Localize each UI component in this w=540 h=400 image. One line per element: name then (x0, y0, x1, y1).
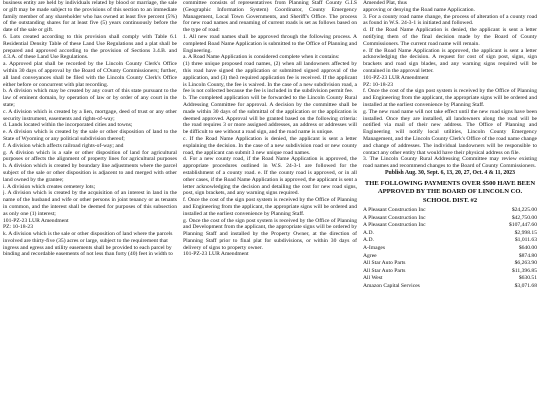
legal-notice-column-3 (363, 0, 537, 400)
paragraph: 6. Lots created according to this provision shall comply with Table 6.1 Residential Density Table of these Land Use Regulations and a plat shall be prepared and approved according to the provision of Sections 3.4.B. and 4.3.A. of these Land Use Regulations. (3, 33, 177, 61)
amendment-reference: 101-PZ-23 LUR Amendment (3, 217, 69, 224)
amount-cell: $1,011.63 (514, 237, 537, 244)
vendor-cell: A-Images (363, 244, 386, 251)
table-row (363, 283, 537, 291)
paragraph: 3. For a county road name change, the process of alteration of a county road as found in W.S. 24-3-1 is initiated and followed. (363, 13, 537, 27)
table-row (363, 275, 537, 283)
vendor-cell: All Star Auto Parts (363, 267, 406, 274)
paragraph: involved are thirty-five (35) acres or large, subject to the requirement that (3, 237, 168, 244)
paragraph: f. Once the cost of the sign post system is received by the Office of Planning and Engineering from the applicant, the appropriate signs will be ordered and installed at the earliest convenience by Planning Staff. (183, 197, 357, 217)
payments-table-body (363, 207, 537, 291)
paragraph: i. A division which creates cemetery lots; (3, 183, 96, 190)
vendor-cell: A.D. (363, 237, 374, 244)
vendor-cell: All Star Auto Parts (363, 260, 406, 267)
table-row (363, 230, 537, 238)
paragraph: 3. The Lincoln County Rural Addressing Committee may review existing road names and recommend changes to the Board of County Commissioners. (363, 156, 537, 170)
paragraph: ingress and egress and utility easements shall be provided to each parcel by (3, 244, 172, 251)
amount-cell: $24,225.00 (511, 206, 537, 213)
amount-cell: $630.51 (518, 275, 537, 282)
paragraph: b. The completed application will be forwarded to the Lincoln County Rural Addressing Committee for approval. A decision by the committee shall be made within 30 days of the submittal of the application or the application is deemed approved. Approval will be granted based on the following criteria: the road requires 3 or more assigned addresses, an address or addresses will be difficult to see without a road sign, and the road name is unique. (183, 95, 357, 136)
table-row (363, 245, 537, 253)
paragraph: k. A division which is the sale or other disposition of land where the parcels (3, 231, 173, 238)
publish-dates: Publish Aug. 30, Sept. 6, 13, 20, 27, Oct. 4 & 11, 2023 (385, 169, 515, 176)
paragraph: binding and recordable easements of not less than forty (40) feet in width to (3, 251, 173, 258)
amendment-reference: 101-PZ-23 LUR Amendment (363, 74, 429, 81)
table-row (363, 268, 537, 276)
paragraph: g. Once the cost of the sign post system is received by the Office of Planning and Development from the applicant, the appropriate signs will be ordered by Planning Staff and installed by the Property Owner, at the direction of Planning Staff prior to final plat for subdivisions, or within 30 days of delivery of signs to property owner. (183, 217, 357, 251)
paragraph: a. Approved plat shall be recorded by the Lincoln County Clerk's Office within 30 days of approval by the Board of COunty Commissioners; further, all land conveyances shall be filed with the Lincoln County Clerk's Office either before or concurrent with plat recording. (3, 61, 177, 88)
table-row (363, 215, 537, 223)
paragraph: approving or denying the Road name Application. (363, 6, 476, 13)
paragraph: d. For a new county road, if the Road Name Application is approved, the appropriate procedures outlined in W.S. 24-3-1 are followed for the establishment of a county road. e. If the county road is approved, or in all other cases, if the Road Name Application is approved, the applicant is sent a letter acknowledging the decision and detailing the cost for new road signs, post, sign brackets, and any warning signs required. (183, 156, 357, 197)
paragraph: a. A Road Name Application is considered complete when it contains: (183, 54, 340, 61)
paragraph: g. A division which is a sale or other disposition of land for agricultural purposes or affects the alignment of property lines for agricultural purposes h. A division which is created by boundary line adjustments where the parcel subject of the sale or other disposition is adjacent to and merged with other land owned by the grantee; (3, 149, 177, 183)
legal-notice-column-1 (3, 0, 177, 400)
paragraph: g. The new road name will not take effect until the new road signs have been installed. Once they are installed, all landowners along the road will be notified via mail of their new address. The Office of Planning and Engineering will notify local utilities, Lincoln County Emergency Management, and the Lincoln County Clerk's Office of the road name change and change of addresses. The individual landowners will be responsible to contact any other entity that would have their physical address on file. (363, 108, 537, 156)
table-row (363, 253, 537, 261)
paragraph: b. A division which may be created by any court of this state pursuant to the law of eminent domain, by operation of law or by order of any court in the state; (3, 88, 177, 108)
table-row (363, 222, 537, 230)
paragraph: j. A division which is created by the acquisition of an interest in land in the name of the husband and wife or other persons in joint tenancy or as tenants in common, and the interest shall be deemed for purposes of this subsection as only one (1) interest; (3, 190, 177, 217)
paragraph: business entity are held by individuals related by blood or marriage, the sale or gift may be made subject to the provisions of this section to an immediate family member of any shareholder who has owned at least five percent (5%) of the outstanding shares for at least five (5) years continuously before the date of the sale or gift. (3, 0, 177, 34)
amount-cell: $874.80 (518, 252, 537, 259)
vendor-cell: A Pleasant Construction Inc (363, 222, 426, 229)
amount-cell: $2,998.15 (514, 229, 537, 236)
vendor-cell: A Pleasant Construction Inc (363, 206, 426, 213)
paragraph: e. If the Road Name Application is approved, the applicant is sent a letter acknowledging the decision. A request for cost of sign post, signs, sign brackets and road sign blades, and any warning signs required will be contained in the approval letter. (363, 47, 537, 74)
paragraph: Amended Plat, thus (363, 0, 407, 6)
vendor-cell: A Pleasant Construction Inc (363, 214, 426, 221)
amount-cell: $6,263.90 (514, 260, 537, 267)
table-row (363, 260, 537, 268)
paragraph: d. Lands located within the incorporated cities and towns; (3, 122, 133, 129)
paragraph: e. A division which is created by the sale or other disposition of land to the State of Wyoming or any political subdivision thereof; (3, 129, 177, 142)
paragraph: 1. All new road names shall be approved through the following process. A completed Road Name Application is submitted to the Office of Planning and Engineering. (183, 33, 357, 54)
paragraph: f. A division which affects railroad rights-of-way; and (3, 142, 124, 149)
table-row (363, 207, 537, 215)
paragraph: committee consists of representatives from Planning Staff County G.I.S (Geographic Information System) Coordinator, County Emergency Management, Local Town Governments, and Sheriff's Office. The process for new road names and renaming of current roads is set as follows based on the type of road: (183, 0, 357, 34)
table-row (363, 237, 537, 245)
pz-date: PZ: 10-18-23 (363, 81, 393, 88)
paragraph: (1) three unique proposed road names, (2) when all landowners affected by this road have signed the application or submitted signed approval of the application, and (3) the3 required application fee is received. If the applicant is Lincoln County, the fee is waived. In the case of a new subdivision road, a fee is not collected because the fee is included in the subdivision permit fee. (183, 61, 357, 95)
amount-cell: $11,396.85 (512, 267, 537, 274)
payments-heading (363, 180, 537, 205)
paragraph: f. Once the cost of the sign post system is received by the Office of Planning and Engineering from the applicant, the appropriate signs will be ordered and installed at the earliest convenience by Planning Staff. (363, 88, 537, 108)
amount-cell: $107,447.60 (509, 222, 537, 229)
payments-heading-line-2: APPROVED BY THE BOARD OF LINCOLN CO. SCHOOL DIST. #2 (377, 188, 523, 204)
paragraph: c. If the Road Name Application is denied, the applicant is sent a letter explaining the decision. In the case of a new subdivision road or new county road, the applicant can submit 3 new unique road names. (183, 135, 357, 156)
amendment-reference: 101-PZ-23 LUR Amendment (183, 251, 249, 258)
payments-heading-line-1: THE FOLLOWING PAYMENTS OVER $500 HAVE BEEN (364, 179, 536, 187)
vendor-cell: All West (363, 275, 383, 282)
vendor-cell: A.D. (363, 229, 374, 236)
vendor-cell: Amazon Capital Services (363, 282, 420, 289)
amount-cell: $3,071.68 (514, 282, 537, 289)
pz-date: PZ: 10-18-23 (3, 224, 33, 231)
payments-table (363, 207, 537, 291)
vendor-cell: Agree (363, 252, 377, 259)
paragraph: d. If the Road Name Application is denied, the applicant is sent a letter notifying them of the final decision made by the Board of County Commissioners. The current road name will remain. (363, 27, 537, 47)
legal-notice-column-2 (183, 0, 357, 400)
amount-cell: $42,750.00 (511, 214, 537, 221)
amount-cell: $640.00 (518, 244, 537, 251)
paragraph: c. A division which is created by a lien, mortgage, deed of trust or any other security instrument, easements and rights-of-way; (3, 108, 177, 122)
